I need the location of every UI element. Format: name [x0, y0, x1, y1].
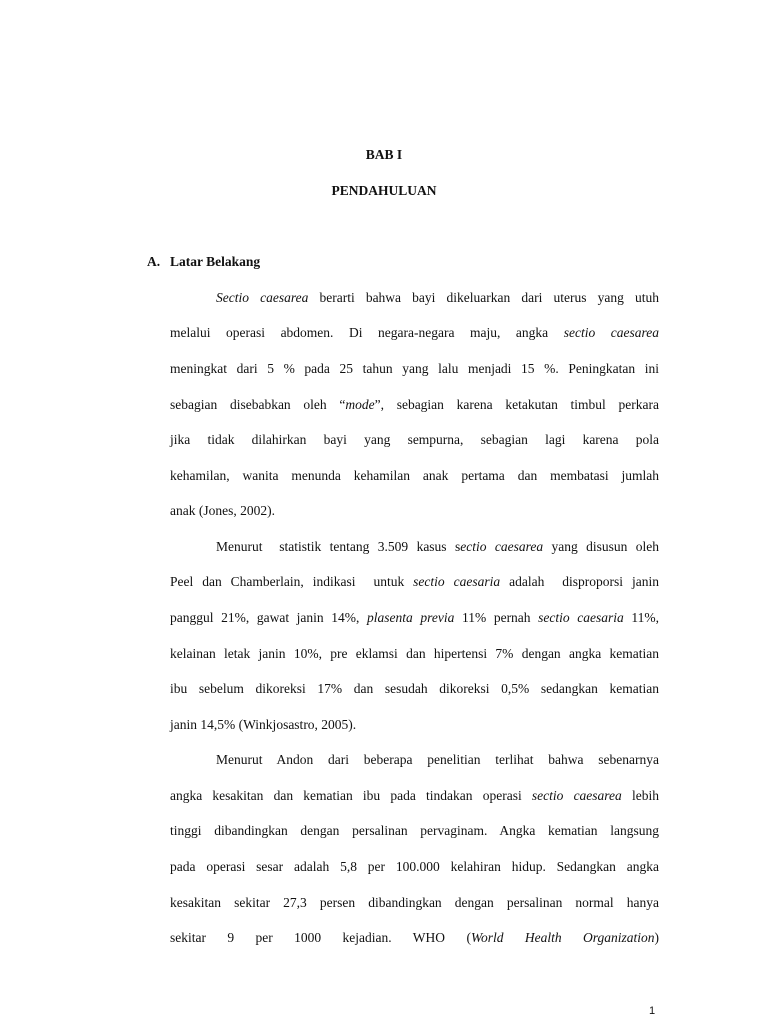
text-run: sekitar 9 per 1000 kejadian. WHO (	[170, 930, 471, 945]
text-run: kehamilan, wanita menunda kehamilan anak pertama dan membatasi jumlah	[170, 468, 659, 483]
text-run: panggul 21%, gawat janin 14%,	[170, 610, 368, 625]
italic-run: World Health Organization	[470, 930, 655, 945]
italic-run: ectio caesarea	[460, 539, 544, 554]
italic-run: sectio caesaria	[538, 610, 624, 625]
text-run: angka kesakitan dan kematian ibu pada tindakan operasi	[170, 788, 532, 803]
paragraph-line	[216, 289, 659, 307]
text-run: meningkat dari 5 % pada 25 tahun yang lalu menjadi 15 %. Peningkatan ini	[170, 361, 659, 376]
chapter-title: PENDAHULUAN	[331, 183, 437, 198]
text-run: berarti bahwa bayi dikeluarkan dari uterus yang utuh	[308, 290, 659, 305]
text-run: melalui operasi abdomen. Di negara-negara maju, angka	[170, 325, 564, 340]
section-title-text: Latar Belakang	[170, 254, 261, 269]
text-run: 11% pernah	[454, 610, 539, 625]
paragraph-line	[170, 360, 659, 378]
italic-run: Sectio caesarea	[216, 290, 309, 305]
text-run: )	[654, 930, 659, 945]
paragraph-line	[170, 609, 659, 627]
text-run: kelainan letak janin 10%, pre eklamsi dan hipertensi 7% dengan angka kematian	[170, 646, 659, 661]
chapter-heading: BAB I	[365, 147, 403, 162]
italic-run: mode	[345, 397, 375, 412]
text-run: sebagian disebabkan oleh “	[170, 397, 346, 412]
italic-run: sectio caesarea	[563, 325, 659, 340]
paragraph-line	[170, 822, 659, 840]
paragraph-line	[170, 324, 659, 342]
italic-run: plasenta previa	[367, 610, 455, 625]
section-letter: A.	[147, 254, 161, 269]
paragraph-line	[170, 573, 659, 591]
italic-run: sectio caesaria	[413, 574, 501, 589]
paragraph-line	[170, 396, 659, 414]
text-run: adalah disproporsi janin	[500, 574, 659, 589]
text-run: 11%,	[623, 610, 659, 625]
text-run: pada operasi sesar adalah 5,8 per 100.000 kelahiran hidup. Sedangkan angka	[170, 859, 659, 874]
text-run: kesakitan sekitar 27,3 persen dibandingkan dengan persalinan normal hanya	[170, 895, 659, 910]
italic-run: sectio caesarea	[531, 788, 622, 803]
paragraph-line	[170, 502, 659, 520]
paragraph-line	[170, 467, 659, 485]
text-run: ”, sebagian karena ketakutan timbul perkara	[374, 397, 659, 412]
text-run: lebih	[621, 788, 659, 803]
text-run: Menurut statistik tentang 3.509 kasus s	[216, 539, 461, 554]
text-run: Peel dan Chamberlain, indikasi untuk	[170, 574, 414, 589]
text-run: janin 14,5% (Winkjosastro, 2005).	[170, 717, 357, 732]
paragraph-line	[170, 894, 659, 912]
paragraph-line	[216, 751, 659, 769]
text-run: tinggi dibandingkan dengan persalinan pervaginam. Angka kematian langsung	[170, 823, 659, 838]
text-run: jika tidak dilahirkan bayi yang sempurna, sebagian lagi karena pola	[170, 432, 659, 447]
page-number: 1	[649, 1005, 656, 1017]
text-run: anak (Jones, 2002).	[170, 503, 275, 518]
paragraph-line	[170, 787, 659, 805]
paragraph-line	[216, 538, 659, 556]
paragraph-line	[170, 680, 659, 698]
paragraph-line	[170, 716, 659, 734]
text-run: ibu sebelum dikoreksi 17% dan sesudah dikoreksi 0,5% sedangkan kematian	[170, 681, 659, 696]
paragraph-line	[170, 645, 659, 663]
section-heading	[147, 254, 260, 270]
text-run: yang disusun oleh	[543, 539, 660, 554]
paragraph-line	[170, 431, 659, 449]
paragraph-line	[170, 929, 659, 947]
paragraph-line	[170, 858, 659, 876]
text-run: Menurut Andon dari beberapa penelitian terlihat bahwa sebenarnya	[216, 752, 659, 767]
